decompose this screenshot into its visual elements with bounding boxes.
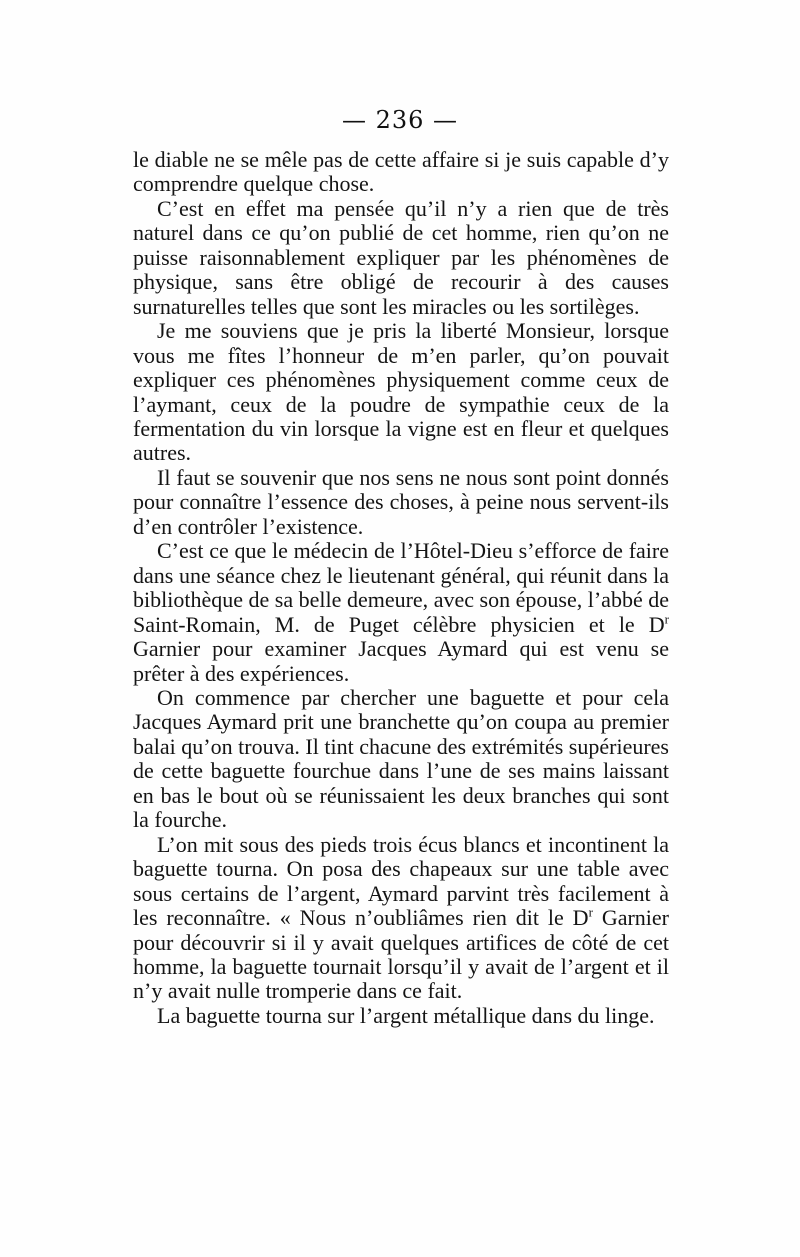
paragraph-4: Il faut se souvenir que nos sens ne nous sont point donnés pour connaître l’essence des choses, à peine nous servent-ils d’en contrôler l’existence. [133, 464, 669, 539]
page-number: — 236 — [341, 106, 459, 134]
paragraph-1: le diable ne se mêle pas de cette affaire si je suis capable d’y comprendre quelque chose. [133, 147, 669, 197]
paragraph-5-superscript: r [664, 611, 669, 627]
body-text [133, 148, 669, 1028]
paragraph-6: On commence par chercher une baguette et pour cela Jacques Aymard prit une branchette qu’on coupa au premier balai qu’on trouva. Il tint chacune des extrémités supérieures de cette baguette fourchue dans l’une de ses mains laissant en bas le bout où se réunissaient les deux branches qui sont la fourche. [133, 684, 669, 833]
paragraph-8: La baguette tourna sur l’argent métallique dans du linge. [157, 1002, 655, 1028]
paragraph-3: Je me souviens que je pris la liberté Monsieur, lorsque vous me fîtes l’honneur de m’en parler, qu’on pouvait expliquer ces phénomènes physiquement comme ceux de l’aymant, ceux de la poudre de sympathie ceux de la fermentation du vin lorsque la vigne est en fleur et quelques autres. [133, 318, 669, 466]
paragraph-7-superscript: r [588, 904, 593, 920]
paragraph-7 [133, 833, 669, 1004]
paragraph-7-text-after: Garnier pour découvrir si il y avait quelques artifices de côté de cet homme, la baguette tournait lorsqu’il y avait de l’argent et il n’y avait nulle tromperie dans ce fait. [133, 905, 669, 1004]
paragraph-5-text-before: C’est ce que le médecin de l’Hôtel-Dieu s’efforce de faire dans une séance chez le lieutenant général, qui réunit dans la bibliothèque de sa belle demeure, avec son épouse, l’abbé de Saint-Romain, M. de Puget célèbre physicien et le D [133, 538, 669, 637]
paragraph-5-text-after: Garnier pour examiner Jacques Aymard qui est venu se prêter à des expériences. [133, 636, 669, 686]
paragraph-7-text-before: L’on mit sous des pieds trois écus blancs et incontinent la baguette tourna. On posa des chapeaux sur une table avec sous certains de l’argent, Aymard parvint très facilement à les reconnaître. « Nous n’oubliâmes rien dit le D [133, 831, 669, 931]
paragraph-2: C’est en effet ma pensée qu’il n’y a rien que de très naturel dans ce qu’on publié de cet homme, rien qu’on ne puisse raisonnablement expliquer par les phénomènes de physique, sans être obligé de recourir à des causes surnaturelles telles que sont les miracles ou les sortilèges. [133, 195, 669, 319]
paragraph-5 [133, 539, 669, 686]
